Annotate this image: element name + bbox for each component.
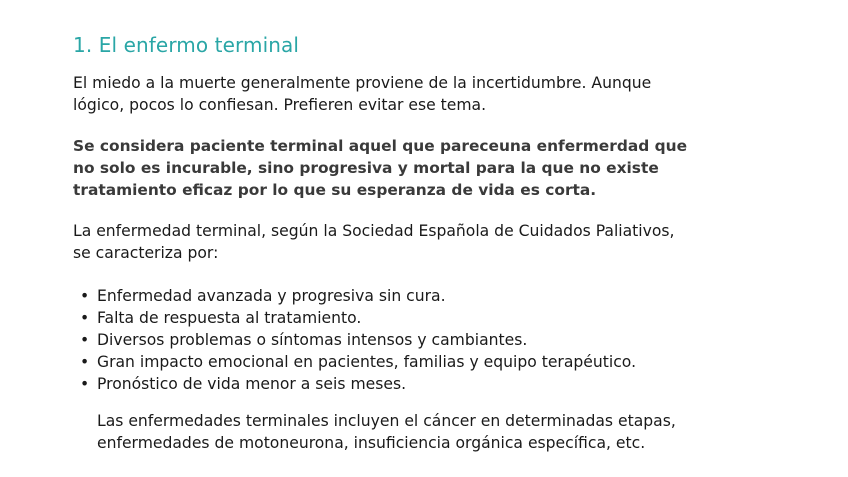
list-item	[80, 307, 636, 329]
definition-paragraph	[73, 135, 803, 201]
bullet-icon: •	[80, 287, 90, 305]
society-line: se caracteriza por:	[73, 244, 219, 262]
characteristics-list	[80, 285, 636, 395]
list-item	[80, 329, 636, 351]
definition-line: no solo es incurable, sino progresiva y mortal para la que no existe	[73, 159, 659, 177]
society-paragraph	[73, 220, 803, 264]
intro-paragraph	[73, 72, 803, 116]
intro-line: lógico, pocos lo confiesan. Prefieren evitar ese tema.	[73, 96, 487, 114]
list-item-text: Pronóstico de vida menor a seis meses.	[97, 375, 407, 393]
definition-line: tratamiento eficaz por lo que su esperanza de vida es corta.	[73, 181, 597, 199]
list-item	[80, 351, 636, 373]
list-item-text: Gran impacto emocional en pacientes, familias y equipo terapéutico.	[97, 353, 637, 371]
bullet-icon: •	[80, 331, 90, 349]
list-item	[80, 373, 636, 395]
list-item-text: Enfermedad avanzada y progresiva sin cura.	[97, 287, 446, 305]
list-item-text: Falta de respuesta al tratamiento.	[97, 309, 362, 327]
society-line: La enfermedad terminal, según la Sociedad Española de Cuidados Paliativos,	[73, 222, 675, 240]
closing-paragraph	[97, 410, 827, 454]
bullet-icon: •	[80, 353, 90, 371]
intro-line: El miedo a la muerte generalmente proviene de la incertidumbre. Aunque	[73, 74, 652, 92]
bullet-icon: •	[80, 375, 90, 393]
closing-line: enfermedades de motoneurona, insuficiencia orgánica específica, etc.	[97, 434, 646, 452]
closing-line: Las enfermedades terminales incluyen el cáncer en determinadas etapas,	[97, 412, 676, 430]
list-item	[80, 285, 636, 307]
definition-line: Se considera paciente terminal aquel que pareceuna enfermerdad que	[73, 137, 688, 155]
bullet-icon: •	[80, 309, 90, 327]
list-item-text: Diversos problemas o síntomas intensos y cambiantes.	[97, 331, 528, 349]
slide-title: 1. El enfermo terminal	[73, 33, 300, 57]
